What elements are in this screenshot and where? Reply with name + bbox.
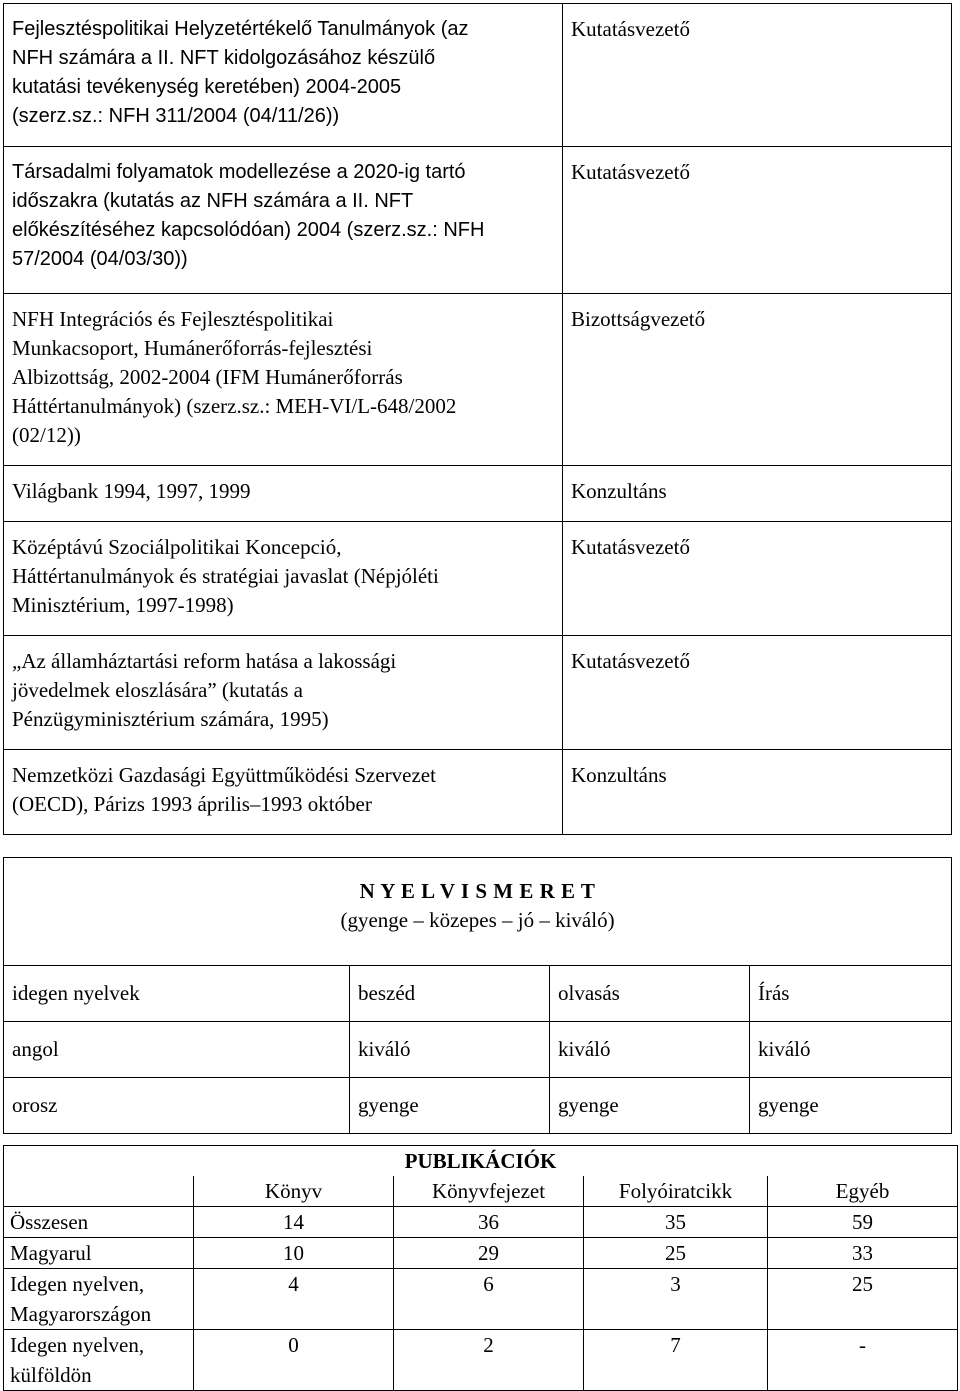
experience-role: Konzultáns [563, 466, 952, 522]
publication-count: 25 [584, 1238, 768, 1269]
experience-title-line: 57/2004 (04/03/30)) [12, 248, 188, 270]
languages-title: N Y E L V I S M E R E T [359, 879, 596, 903]
experience-role: Kutatásvezető [563, 147, 952, 294]
publication-row [4, 1330, 958, 1391]
experience-title-line: Munkacsoport, Humánerőforrás-fejlesztési [12, 336, 373, 360]
experience-title [4, 750, 563, 835]
experience-row [4, 4, 952, 147]
experience-title-line: (02/12)) [12, 423, 81, 447]
publication-count: 36 [394, 1207, 584, 1238]
publications-title-row [4, 1146, 958, 1177]
experience-role: Kutatásvezető [563, 4, 952, 147]
row-label: Magyarul [4, 1238, 194, 1269]
publication-count: 29 [394, 1238, 584, 1269]
publication-row [4, 1207, 958, 1238]
column-header: Folyóiratcikk [584, 1176, 768, 1207]
language-level: kiváló [550, 1022, 750, 1078]
experience-title [4, 636, 563, 750]
column-header: olvasás [550, 966, 750, 1022]
experience-role: Konzultáns [563, 750, 952, 835]
languages-table [3, 857, 952, 1134]
publications-title-text: PUBLIKÁCIÓK [404, 1149, 557, 1173]
experience-title-line: Fejlesztéspolitikai Helyzetértékelő Tanulmányok (az [12, 18, 469, 40]
publication-count: 4 [194, 1269, 394, 1330]
publication-row [4, 1238, 958, 1269]
experience-row [4, 522, 952, 636]
experience-title-line: (OECD), Párizs 1993 április–1993 október [12, 792, 372, 816]
experience-title-line: „Az államháztartási reform hatása a lakossági [12, 649, 397, 673]
experience-title-line: kutatási tevékenység keretében) 2004-2005 [12, 76, 402, 98]
experience-title-line: NFH Integrációs és Fejlesztéspolitikai [12, 307, 334, 331]
experience-title-line: időszakra (kutatás az NFH számára a II. NFT [12, 190, 414, 212]
language-name: orosz [4, 1078, 350, 1134]
publication-count: 25 [768, 1269, 958, 1330]
publication-count: 14 [194, 1207, 394, 1238]
publication-count: - [768, 1330, 958, 1391]
experience-title-line: Háttértanulmányok és stratégiai javaslat (Népjóléti [12, 564, 439, 588]
column-header: Egyéb [768, 1176, 958, 1207]
experience-title-line: Minisztérium, 1997-1998) [12, 593, 234, 617]
column-header: Írás [750, 966, 952, 1022]
publication-count: 3 [584, 1269, 768, 1330]
publication-count: 33 [768, 1238, 958, 1269]
experience-title [4, 522, 563, 636]
languages-header-row [4, 858, 952, 966]
experience-title-line: előkészítéséhez kapcsolódóan) 2004 (szerz.sz.: NFH [12, 219, 485, 241]
language-level: gyenge [350, 1078, 550, 1134]
languages-heading [4, 858, 952, 966]
row-label: Idegen nyelven, külföldön [4, 1330, 194, 1391]
experience-row [4, 466, 952, 522]
experience-title [4, 466, 563, 522]
publication-count: 6 [394, 1269, 584, 1330]
language-level: gyenge [750, 1078, 952, 1134]
column-header: Könyv [194, 1176, 394, 1207]
column-header: beszéd [350, 966, 550, 1022]
experience-title-line: Világbank 1994, 1997, 1999 [12, 479, 251, 503]
language-row [4, 1078, 952, 1134]
experience-title-line: Albizottság, 2002-2004 (IFM Humánerőforrás [12, 365, 403, 389]
publications-column-header-row [4, 1176, 958, 1207]
language-level: gyenge [550, 1078, 750, 1134]
publications-title [194, 1146, 768, 1177]
experience-table [3, 3, 952, 835]
experience-row [4, 750, 952, 835]
experience-title-line: (szerz.sz.: NFH 311/2004 (04/11/26)) [12, 105, 340, 127]
publication-count: 7 [584, 1330, 768, 1391]
publications-table [3, 1145, 958, 1391]
experience-title-line: jövedelmek eloszlására” (kutatás a [12, 678, 303, 702]
experience-title [4, 4, 563, 147]
experience-role: Kutatásvezető [563, 636, 952, 750]
language-name: angol [4, 1022, 350, 1078]
experience-title [4, 294, 563, 466]
experience-title [4, 147, 563, 294]
languages-scale: (gyenge – közepes – jó – kiváló) [340, 908, 615, 932]
publication-row [4, 1269, 958, 1330]
row-label: Idegen nyelven, Magyarországon [4, 1269, 194, 1330]
language-row [4, 1022, 952, 1078]
experience-row [4, 636, 952, 750]
publication-count: 35 [584, 1207, 768, 1238]
experience-title-line: Nemzetközi Gazdasági Együttműködési Szervezet [12, 763, 436, 787]
publication-count: 59 [768, 1207, 958, 1238]
experience-title-line: Középtávú Szociálpolitikai Koncepció, [12, 535, 342, 559]
column-header: Könyvfejezet [394, 1176, 584, 1207]
experience-role: Kutatásvezető [563, 522, 952, 636]
experience-title-line: Pénzügyminisztérium számára, 1995) [12, 707, 329, 731]
experience-title-line: NFH számára a II. NFT kidolgozásához készülő [12, 47, 436, 69]
row-label: Összesen [4, 1207, 194, 1238]
column-header: idegen nyelvek [4, 966, 350, 1022]
experience-title-line: Háttértanulmányok) (szerz.sz.: MEH-VI/L-648/2002 [12, 394, 457, 418]
language-level: kiváló [350, 1022, 550, 1078]
experience-role: Bizottságvezető [563, 294, 952, 466]
column-header [4, 1176, 194, 1207]
experience-row [4, 294, 952, 466]
publication-count: 10 [194, 1238, 394, 1269]
language-level: kiváló [750, 1022, 952, 1078]
experience-title-line: Társadalmi folyamatok modellezése a 2020-ig tartó [12, 161, 466, 183]
publication-count: 0 [194, 1330, 394, 1391]
publication-count: 2 [394, 1330, 584, 1391]
experience-row [4, 147, 952, 294]
languages-column-header-row [4, 966, 952, 1022]
